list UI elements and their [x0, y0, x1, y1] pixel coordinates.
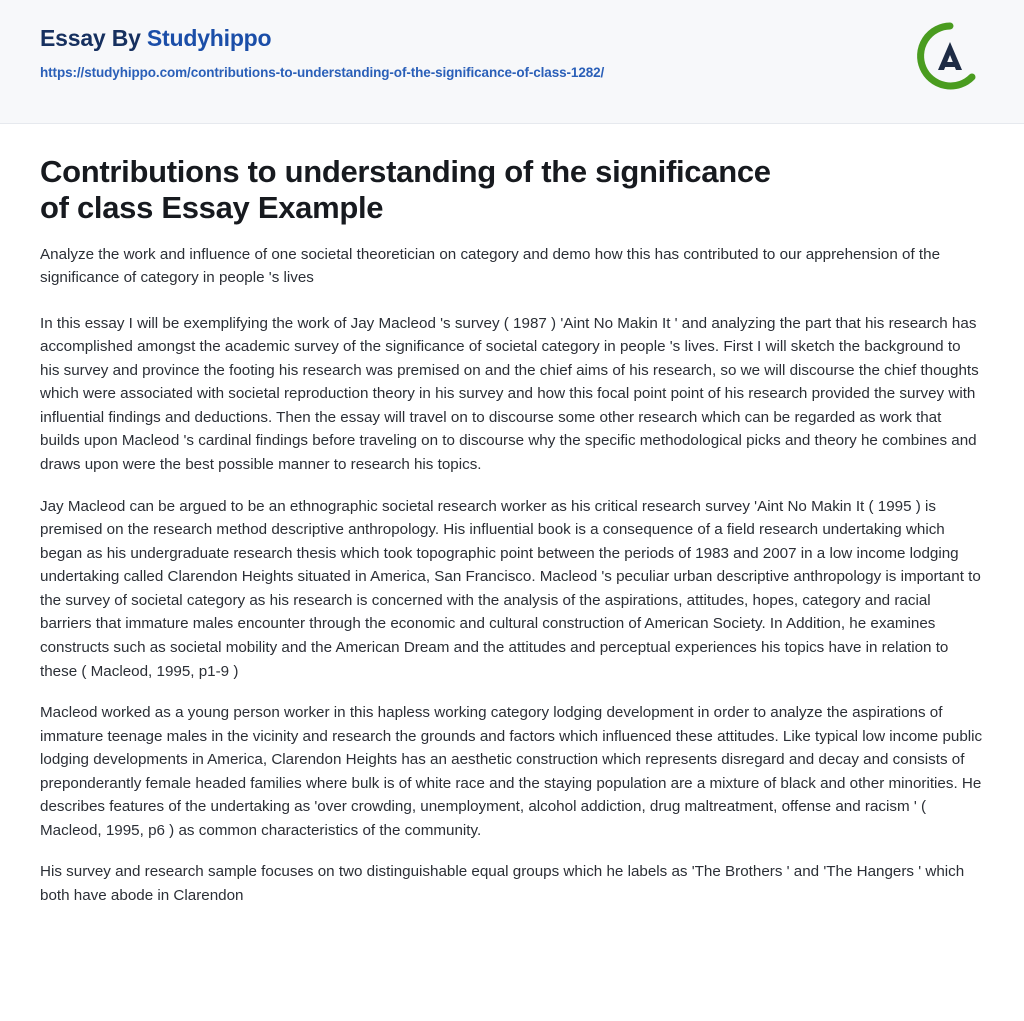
paragraph: In this essay I will be exemplifying the work of Jay Macleod 's survey ( 1987 ) 'Aint No Makin It ' and analyzing the part that his research has accomplished amongst the academic survey of the significance of societal category in people 's lives. First I will sketch the background to his survey and province the footing his research was premised on and the chief aims of his research, so we will discourse the chief thoughts which were associated with societal reproduction theory in his survey and how this focal point point of his research provided the survey with influential findings and deductions. Then the essay will travel on to discourse some other research which can be regarded as work that builds upon Macleod 's cardinal findings before traveling on to discourse why the specific methodological picks and theory he combines and draws upon were the best possible manner to research his topics. — [40, 314, 979, 474]
paragraph: His survey and research sample focuses on two distinguishable equal groups which he labels as 'The Brothers ' and 'The Hangers ' which both have abode in Clarendon — [40, 863, 965, 905]
studyhippo-logo-icon — [914, 20, 986, 92]
page-title: Contributions to understanding of the significance of class Essay Example — [40, 154, 771, 226]
brand-name: Studyhippo — [146, 25, 272, 51]
paragraph: Analyze the work and influence of one societal theoretician on category and demo how this has contributed to our apprehension of the significance of category in people 's lives — [40, 245, 941, 287]
paragraph: Jay Macleod can be argued to be an ethnographic societal research worker as his critical research survey 'Aint No Makin It ( 1995 ) is premised on the research method descriptive anthropology. His influential book is a consequence of a field research undertaking which began as his undergraduate research thesis which took topographic point between the periods of 1983 and 2007 in a low income lodging undertaking called Clarendon Heights situated in America, San Francisco. Macleod 's peculiar urban descriptive anthropology is important to the survey of societal category as his research is concerned with the analysis of the aspirations, attitudes, hopes, category and racial barriers that immature males encounter through the economic and cultural construction of American Society. In Addition, he examines constructs such as societal mobility and the American Dream and the attitudes and perceptual experiences his topics have in relation to these ( Macleod, 1995, p1-9 ) — [40, 497, 981, 680]
brand-title — [40, 26, 984, 51]
brand-prefix: Essay By — [40, 25, 147, 51]
document-body — [0, 124, 1024, 938]
site-header — [0, 0, 1024, 124]
paragraph: Macleod worked as a young person worker in this hapless working category lodging development in order to analyze the aspirations of immature teenage males in the vicinity and research the grounds and factors which influenced these attitudes. Like typical low income public lodging developments in America, Clarendon Heights has an aesthetic construction which represents disregard and decay and consists of preponderantly female headed families where bulk is of white race and the staying population are a mixture of black and other minorities. He describes features of the undertaking as 'over crowding, unemployment, alcohol addiction, drug maltreatment, offense and racism ' ( Macleod, 1995, p6 ) as common characteristics of the community. — [40, 704, 983, 839]
source-url[interactable]: https://studyhippo.com/contributions-to-understanding-of-the-significance-of-class-1282/ — [40, 65, 605, 81]
